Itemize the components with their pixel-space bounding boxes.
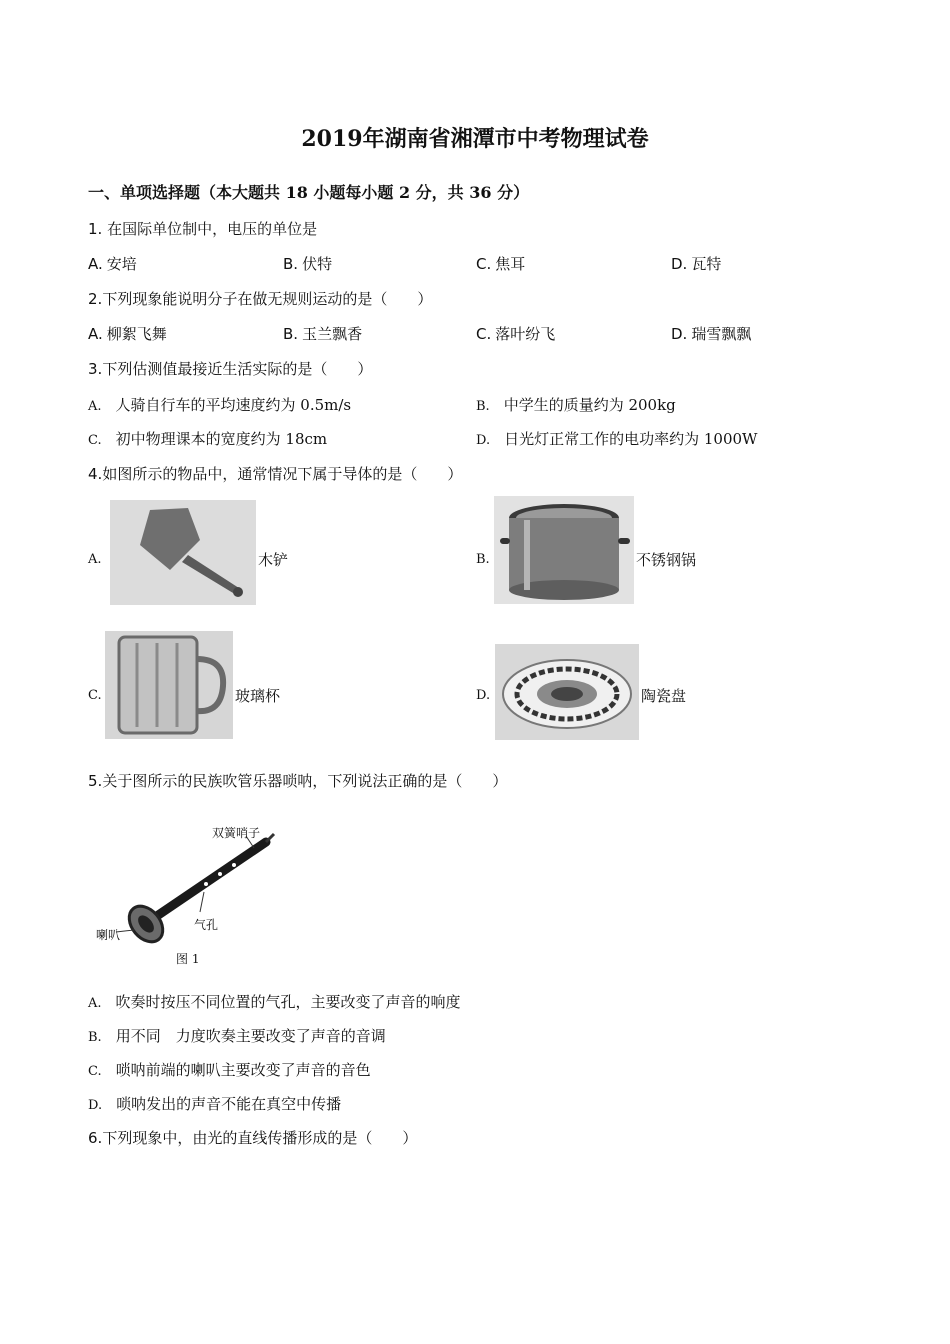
option-letter: D.	[671, 325, 688, 343]
question-2	[88, 288, 432, 309]
option-letter: B.	[476, 399, 490, 414]
option-text: 瑞雪飘飘	[691, 325, 752, 343]
question-number: 4.	[88, 465, 103, 483]
q4-option-c-text: 玻璃杯	[235, 687, 281, 705]
option-letter: A.	[88, 325, 103, 343]
question-3	[88, 358, 372, 379]
option-letter: D.	[476, 433, 491, 448]
question-text: 关于图所示的民族吹管乐器唢呐，下列说法正确的是（ ）	[102, 772, 508, 790]
suona-figure	[96, 820, 286, 972]
ceramic-plate-image	[495, 644, 639, 740]
label-air-hole: 气孔	[194, 918, 219, 932]
q2-option-a[interactable]	[88, 323, 167, 344]
option-text: 焦耳	[495, 255, 526, 273]
option-letter: C.	[476, 325, 492, 343]
q5-option-a[interactable]	[88, 991, 461, 1012]
question-number: 5.	[88, 772, 103, 790]
option-text: 用不同 力度吹奏主要改变了声音的音调	[115, 1027, 386, 1045]
option-letter: D.	[476, 688, 491, 703]
page-title: 2019年湖南省湘潭市中考物理试卷	[301, 126, 649, 152]
section-heading: 一、单项选择题（本大题共 18 小题每小题 2 分，共 36 分）	[88, 183, 530, 202]
question-4	[88, 463, 462, 484]
q2-option-b[interactable]	[283, 323, 362, 344]
q1-option-d[interactable]	[671, 253, 721, 274]
option-text: 玉兰飘香	[302, 325, 363, 343]
option-letter: C.	[88, 688, 102, 703]
option-text: 柳絮飞舞	[106, 325, 167, 343]
q3-option-b[interactable]	[476, 394, 676, 415]
option-letter: C.	[476, 255, 492, 273]
question-text: 下列估测值最接近生活实际的是（ ）	[102, 360, 373, 378]
option-letter: B.	[476, 552, 490, 567]
option-text: 初中物理课本的宽度约为 18cm	[115, 430, 328, 448]
q4-option-b-text: 不锈钢锅	[636, 551, 697, 569]
q5-option-d[interactable]	[88, 1093, 341, 1114]
option-letter: A.	[88, 996, 102, 1011]
question-1	[88, 218, 317, 239]
option-text: 伏特	[302, 255, 333, 273]
question-text: 如图所示的物品中，通常情况下属于导体的是（ ）	[102, 465, 463, 483]
option-letter: D.	[88, 1098, 103, 1113]
option-letter: A.	[88, 399, 102, 414]
question-text: 下列现象能说明分子在做无规则运动的是（ ）	[102, 290, 433, 308]
question-number: 1.	[88, 220, 103, 238]
figure-caption: 图 1	[176, 952, 200, 966]
q3-option-a[interactable]	[88, 394, 351, 415]
q1-option-c[interactable]	[476, 253, 525, 274]
option-text: 唢呐发出的声音不能在真空中传播	[116, 1095, 342, 1113]
option-text: 日光灯正常工作的电功率约为 1000W	[504, 430, 758, 448]
question-number: 3.	[88, 360, 103, 378]
label-bell: 喇叭	[96, 928, 121, 942]
q1-option-a[interactable]	[88, 253, 137, 274]
option-text: 安培	[106, 255, 137, 273]
q5-option-b[interactable]	[88, 1025, 386, 1046]
option-text: 吹奏时按压不同位置的气孔，主要改变了声音的响度	[115, 993, 461, 1011]
question-number: 6.	[88, 1129, 103, 1147]
steel-pot-image	[494, 496, 634, 604]
question-6	[88, 1127, 417, 1148]
label-reed: 双簧哨子	[212, 826, 261, 840]
option-letter: B.	[88, 1030, 102, 1045]
q1-option-b[interactable]	[283, 253, 332, 274]
q4-option-a-text: 木铲	[258, 551, 289, 569]
option-text: 中学生的质量约为 200kg	[503, 396, 676, 414]
q3-option-c[interactable]	[88, 428, 327, 449]
question-text: 下列现象中，由光的直线传播形成的是（ ）	[102, 1129, 418, 1147]
option-letter: B.	[283, 325, 299, 343]
q5-option-c[interactable]	[88, 1059, 371, 1080]
glass-cup-image	[105, 631, 233, 739]
q4-option-d-text: 陶瓷盘	[641, 687, 687, 705]
option-text: 唢呐前端的喇叭主要改变了声音的音色	[115, 1061, 371, 1079]
option-letter: D.	[671, 255, 688, 273]
question-text: 在国际单位制中，电压的单位是	[102, 220, 318, 238]
option-text: 落叶纷飞	[495, 325, 556, 343]
q2-option-c[interactable]	[476, 323, 555, 344]
option-letter: C.	[88, 433, 102, 448]
option-text: 人骑自行车的平均速度约为 0.5m/s	[115, 396, 352, 414]
option-letter: C.	[88, 1064, 102, 1079]
option-letter: A.	[88, 552, 102, 567]
question-number: 2.	[88, 290, 103, 308]
option-letter: B.	[283, 255, 299, 273]
q3-option-d[interactable]	[476, 428, 757, 449]
option-text: 瓦特	[691, 255, 722, 273]
question-5	[88, 770, 507, 791]
q2-option-d[interactable]	[671, 323, 751, 344]
wooden-spatula-image	[110, 500, 256, 605]
option-letter: A.	[88, 255, 103, 273]
